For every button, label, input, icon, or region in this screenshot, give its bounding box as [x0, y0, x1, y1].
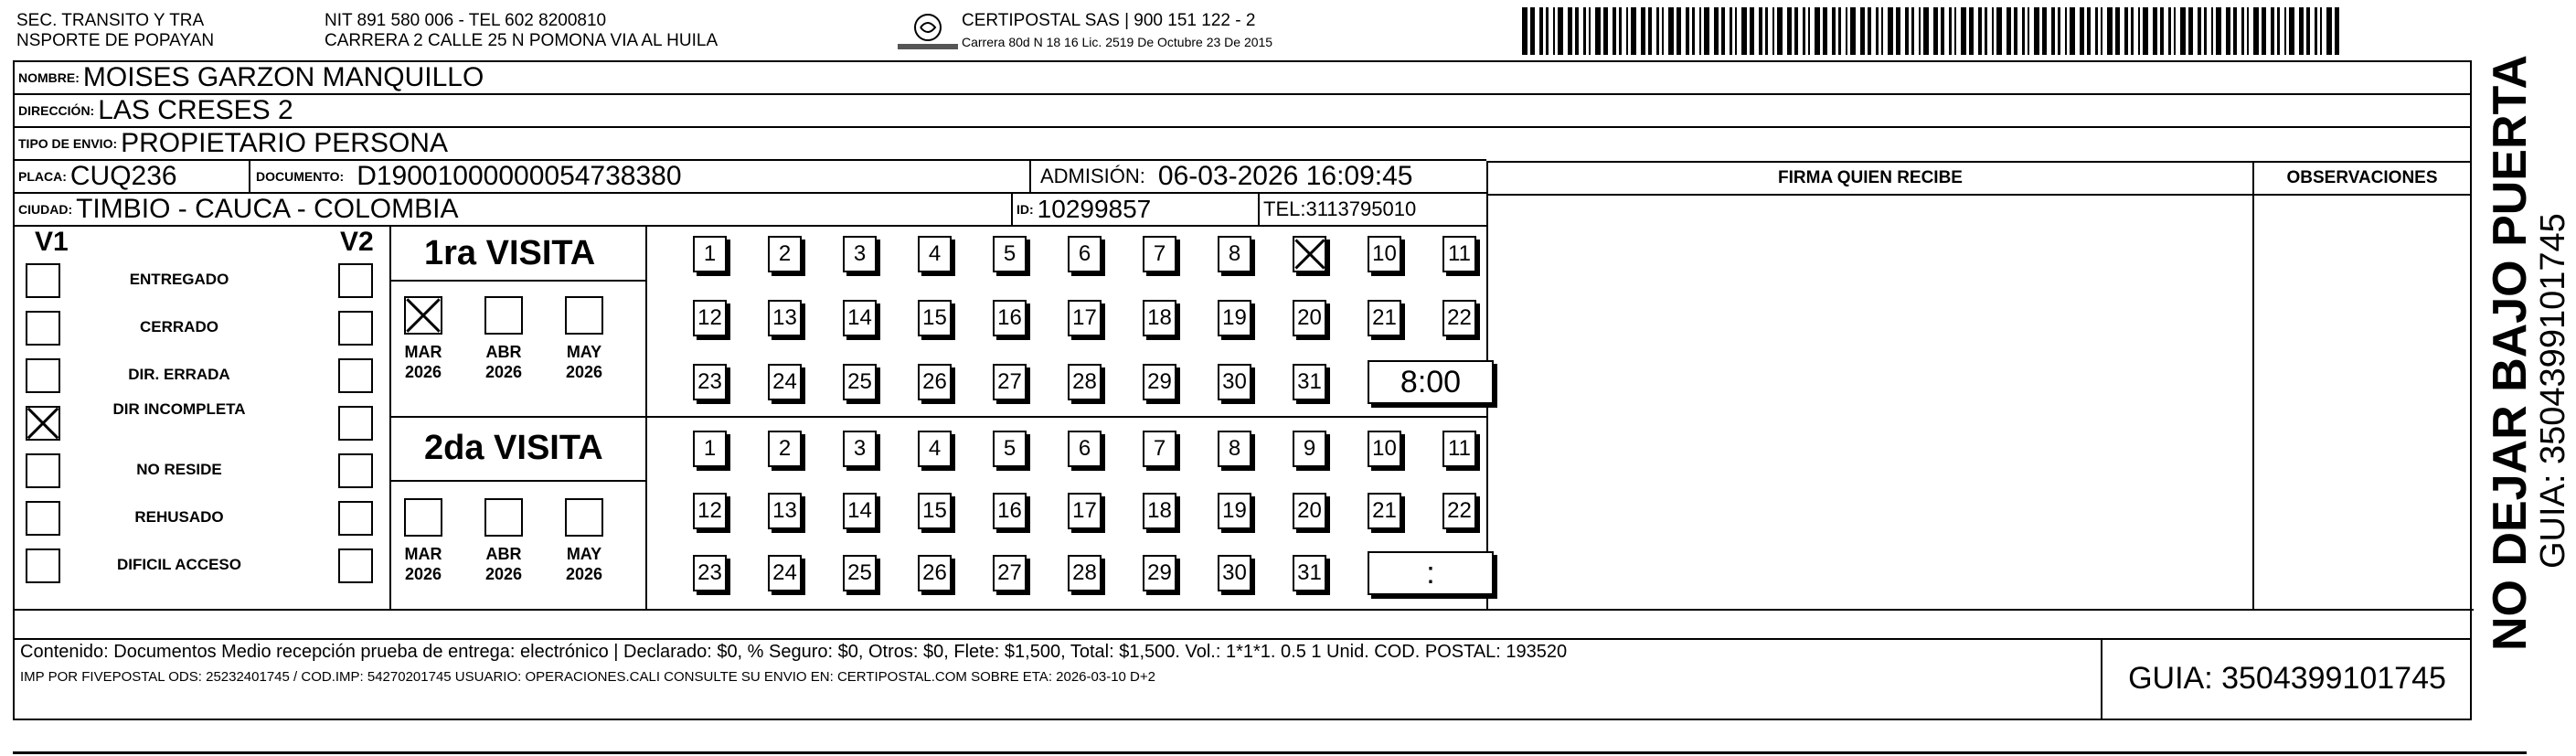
day-box[interactable]: 29 — [1143, 555, 1176, 591]
month-label: ABR — [485, 343, 522, 361]
v2-label: V2 — [340, 227, 374, 257]
day-box[interactable]: 22 — [1442, 493, 1476, 529]
day-box[interactable]: 13 — [768, 493, 802, 529]
day-box[interactable]: 27 — [993, 555, 1027, 591]
day-box[interactable]: 7 — [1143, 236, 1176, 272]
day-box[interactable]: 28 — [1068, 364, 1102, 400]
month-checkbox[interactable] — [565, 498, 603, 537]
v2-checkbox[interactable] — [338, 501, 373, 536]
direccion-row — [15, 95, 2470, 128]
month-year-label: 2026 — [565, 363, 603, 381]
observaciones-column — [2252, 161, 2472, 609]
day-box[interactable]: 31 — [1293, 364, 1326, 400]
day-box[interactable]: 14 — [843, 493, 877, 529]
barcode-icon — [1522, 7, 2345, 55]
day-box[interactable]: 10 — [1368, 236, 1401, 272]
month-label: ABR — [485, 545, 522, 563]
status-label: DIR INCOMPLETA — [112, 400, 246, 418]
status-label: DIR. ERRADA — [128, 366, 230, 383]
day-box[interactable]: 3 — [843, 236, 877, 272]
month-label: MAR — [404, 343, 442, 361]
day-box[interactable]: 8 — [1218, 236, 1251, 272]
day-box[interactable]: 18 — [1143, 300, 1176, 336]
day-box[interactable]: 6 — [1068, 236, 1102, 272]
month-year-label: 2026 — [404, 363, 442, 381]
day-box[interactable]: 27 — [993, 364, 1027, 400]
placa-value: CUQ236 — [69, 161, 177, 191]
day-box[interactable]: 24 — [768, 555, 802, 591]
visit-2-title: 2da VISITA — [424, 429, 603, 467]
day-box[interactable]: 1 — [693, 236, 727, 272]
status-label: NO RESIDE — [136, 461, 222, 478]
v2-checkbox[interactable] — [338, 453, 373, 488]
day-box[interactable]: 12 — [693, 493, 727, 529]
day-box[interactable]: 22 — [1442, 300, 1476, 336]
firma-header: FIRMA QUIEN RECIBE — [1488, 163, 2252, 196]
day-box[interactable]: 15 — [918, 300, 952, 336]
tipo-value: PROPIETARIO PERSONA — [121, 128, 448, 158]
courier-line-1: CERTIPOSTAL SAS | 900 151 122 - 2 — [962, 11, 1256, 30]
month-checkbox[interactable] — [484, 296, 523, 335]
nit-line-2: CARRERA 2 CALLE 25 N POMONA VIA AL HUILA — [325, 31, 719, 50]
day-box[interactable]: 31 — [1293, 555, 1326, 591]
day-box[interactable]: 8 — [1218, 431, 1251, 467]
time-field[interactable]: 8:00 — [1368, 360, 1494, 404]
day-box[interactable]: 18 — [1143, 493, 1176, 529]
v1-label: V1 — [35, 227, 69, 257]
v2-checkbox[interactable] — [338, 263, 373, 298]
day-box[interactable]: 19 — [1218, 493, 1251, 529]
issuer-line-1: SEC. TRANSITO Y TRA — [16, 11, 205, 30]
day-box[interactable]: 26 — [918, 364, 952, 400]
documento-value: D19001000000054738380 — [357, 161, 682, 191]
v1-checkbox[interactable] — [26, 263, 60, 298]
nombre-value: MOISES GARZON MANQUILLO — [82, 62, 484, 92]
observaciones-header: OBSERVACIONES — [2252, 163, 2472, 196]
time-field[interactable]: : — [1368, 551, 1494, 595]
v1-checkbox[interactable] — [26, 501, 60, 536]
v2-checkbox[interactable] — [338, 311, 373, 346]
status-panel — [15, 227, 391, 609]
day-box[interactable]: 16 — [993, 493, 1027, 529]
guia-box: GUIA: 3504399101745 — [2101, 638, 2472, 719]
courier-line-2: Carrera 80d N 18 16 Lic. 2519 De Octubre 23 De 2015 — [962, 35, 1273, 49]
day-box[interactable]: 20 — [1293, 493, 1326, 529]
id-value: 10299857 — [1037, 195, 1152, 223]
day-box[interactable]: 17 — [1068, 493, 1102, 529]
day-box[interactable]: 3 — [843, 431, 877, 467]
day-box[interactable]: 21 — [1368, 300, 1401, 336]
footer — [15, 609, 2474, 640]
v2-checkbox[interactable] — [338, 548, 373, 583]
footer-imp-line: IMP POR FIVEPOSTAL ODS: 25232401745 / COD.IMP: 54270201745 USUARIO: OPERACIONES.CALI CONSULTE SU ENVIO EN: CERTIPOSTAL.COM SOBRE ETA: 2026-03-10 D+2 — [20, 669, 1155, 685]
footer-contenido: Contenido: Documentos Medio recepción prueba de entrega: electrónico | Declarado: $0, % Seguro: $0, Otros: $0, Flete: $1,500, Total: $1,500. Vol.: 1*1*1. 0.5 1 Unid. COD. POSTAL: 193520 — [20, 642, 1568, 662]
status-label: ENTREGADO — [129, 271, 229, 288]
visit-1-panel — [391, 227, 1486, 418]
nit-line-1: NIT 891 580 006 - TEL 602 8200810 — [325, 11, 607, 30]
month-year-label: 2026 — [404, 565, 442, 583]
day-box[interactable]: 15 — [918, 493, 952, 529]
day-box[interactable]: 17 — [1068, 300, 1102, 336]
day-box[interactable]: 4 — [918, 236, 952, 272]
placa-row — [15, 161, 1486, 194]
day-box[interactable]: 2 — [768, 236, 802, 272]
day-box[interactable]: 11 — [1442, 431, 1476, 467]
month-checkbox[interactable] — [404, 498, 442, 537]
month-checkbox[interactable] — [565, 296, 603, 335]
day-box[interactable]: 30 — [1218, 364, 1251, 400]
id-label: ID: — [1017, 202, 1034, 217]
tel-value: 3113795010 — [1305, 197, 1417, 220]
day-box[interactable] — [1293, 236, 1326, 272]
v1-checkbox[interactable] — [26, 311, 60, 346]
placa-label: PLACA: — [18, 169, 67, 184]
day-box[interactable]: 21 — [1368, 493, 1401, 529]
day-box[interactable]: 6 — [1068, 431, 1102, 467]
nombre-label: NOMBRE: — [18, 70, 80, 85]
day-box[interactable]: 30 — [1218, 555, 1251, 591]
day-box[interactable]: 10 — [1368, 431, 1401, 467]
day-box[interactable]: 1 — [693, 431, 727, 467]
month-label: MAY — [566, 545, 602, 563]
status-label: CERRADO — [140, 318, 218, 335]
day-box[interactable]: 13 — [768, 300, 802, 336]
month-year-label: 2026 — [484, 565, 523, 583]
day-box[interactable]: 11 — [1442, 236, 1476, 272]
day-box[interactable]: 5 — [993, 431, 1027, 467]
tipo-label: TIPO DE ENVIO: — [18, 136, 118, 151]
tipo-row — [15, 128, 1486, 161]
v1-checkbox[interactable] — [26, 358, 60, 393]
v1-checkbox[interactable] — [26, 406, 60, 441]
day-box[interactable]: 20 — [1293, 300, 1326, 336]
ciudad-row — [15, 194, 1486, 227]
side-warning: NO DEJAR BAJO PUERTA — [2484, 54, 2537, 651]
day-box[interactable]: 25 — [843, 364, 877, 400]
status-label: REHUSADO — [134, 508, 224, 526]
month-year-label: 2026 — [484, 363, 523, 381]
day-box[interactable]: 26 — [918, 555, 952, 591]
day-box[interactable]: 5 — [993, 236, 1027, 272]
day-box[interactable]: 16 — [993, 300, 1027, 336]
day-box[interactable]: 23 — [693, 555, 727, 591]
month-checkbox[interactable] — [404, 296, 442, 335]
day-box[interactable]: 29 — [1143, 364, 1176, 400]
day-box[interactable]: 25 — [843, 555, 877, 591]
day-box[interactable]: 19 — [1218, 300, 1251, 336]
footer-box — [13, 638, 2472, 720]
v2-checkbox[interactable] — [338, 406, 373, 441]
v1-checkbox[interactable] — [26, 453, 60, 488]
direccion-value: LAS CRESES 2 — [98, 95, 293, 125]
visit-2-panel — [391, 418, 1486, 609]
ciudad-value: TIMBIO - CAUCA - COLOMBIA — [76, 194, 459, 224]
firma-column — [1486, 161, 2254, 609]
visit-1-title: 1ra VISITA — [424, 234, 596, 272]
month-year-label: 2026 — [565, 565, 603, 583]
v1-checkbox[interactable] — [26, 548, 60, 583]
v2-checkbox[interactable] — [338, 358, 373, 393]
admision-value: 06-03-2026 16:09:45 — [1157, 161, 1413, 191]
day-box[interactable]: 14 — [843, 300, 877, 336]
month-label: MAY — [566, 343, 602, 361]
day-box[interactable]: 7 — [1143, 431, 1176, 467]
form-frame — [13, 60, 2472, 640]
month-checkbox[interactable] — [484, 498, 523, 537]
nombre-row — [15, 62, 2470, 95]
day-box[interactable]: 23 — [693, 364, 727, 400]
day-box[interactable]: 12 — [693, 300, 727, 336]
admision-label: ADMISIÓN: — [1040, 165, 1145, 187]
side-guia: GUIA: 3504399101745 — [2534, 213, 2572, 569]
ciudad-label: CIUDAD: — [18, 202, 73, 217]
certipostal-logo-icon — [896, 11, 960, 53]
day-box[interactable]: 2 — [768, 431, 802, 467]
status-label: DIFICIL ACCESO — [116, 556, 241, 573]
bottom-rule — [13, 751, 2527, 754]
documento-label: DOCUMENTO: — [256, 169, 345, 184]
direccion-label: DIRECCIÓN: — [18, 103, 95, 118]
day-box[interactable]: 28 — [1068, 555, 1102, 591]
month-label: MAR — [404, 545, 442, 563]
issuer-line-2: NSPORTE DE POPAYAN — [16, 31, 215, 50]
day-box[interactable]: 24 — [768, 364, 802, 400]
day-box[interactable]: 9 — [1293, 431, 1326, 467]
tel-label: TEL: — [1263, 197, 1306, 220]
day-box[interactable]: 4 — [918, 431, 952, 467]
